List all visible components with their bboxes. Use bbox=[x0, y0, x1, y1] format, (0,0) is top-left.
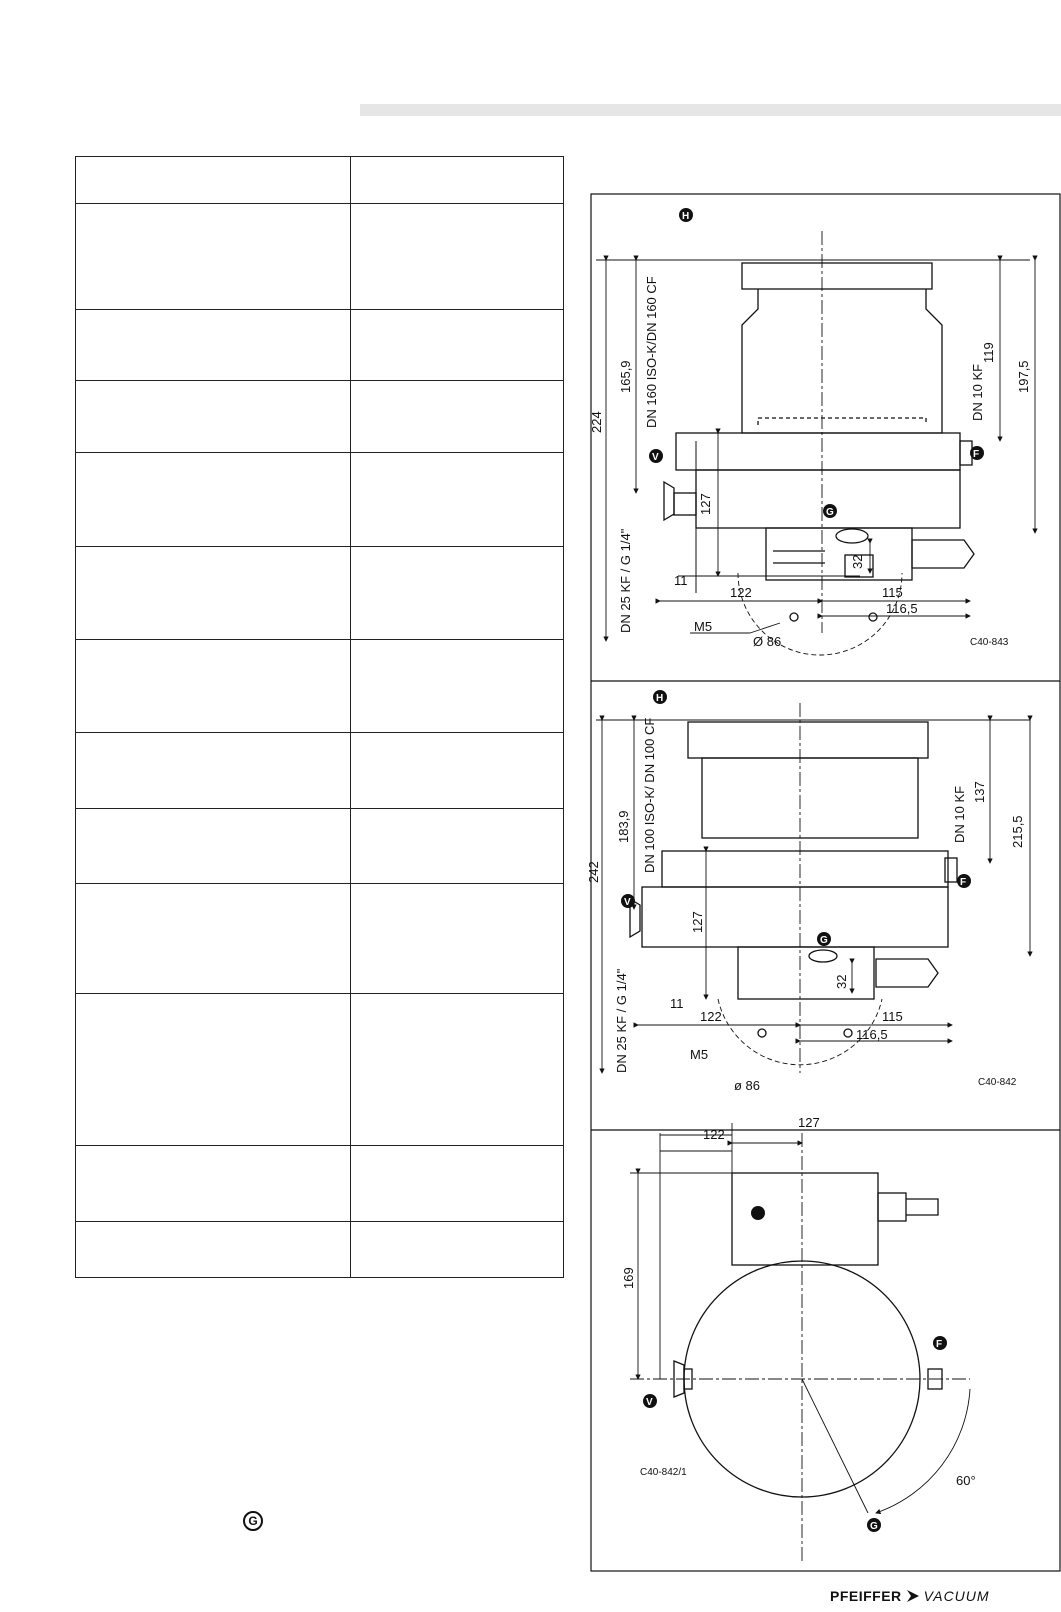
dim-127-bot: 127 bbox=[798, 1115, 820, 1130]
dim-122-top: 122 bbox=[730, 585, 752, 600]
svg-text:F: F bbox=[960, 877, 967, 888]
footnote-g-marker: G bbox=[243, 1511, 263, 1531]
dim-115-top: 115 bbox=[882, 585, 903, 600]
dim-m5-mid: M5 bbox=[690, 1047, 709, 1062]
dim-11-top: 11 bbox=[674, 573, 688, 588]
dim-169: 169 bbox=[621, 1267, 636, 1289]
technical-drawings bbox=[586, 193, 1061, 1572]
dim-127-mid: 127 bbox=[690, 911, 705, 933]
dim-122-bot: 122 bbox=[703, 1127, 725, 1142]
dim-242: 242 bbox=[586, 861, 601, 883]
dim-197-5: 197,5 bbox=[1016, 360, 1031, 393]
dim-115-mid: 115 bbox=[882, 1009, 903, 1024]
dim-137: 137 bbox=[972, 781, 987, 803]
dim-11-mid: 11 bbox=[670, 996, 684, 1011]
svg-text:V: V bbox=[646, 1397, 653, 1408]
dim-116-5-top: 116,5 bbox=[886, 601, 918, 616]
drawing-mid bbox=[586, 690, 1030, 1093]
callouts-top bbox=[649, 208, 984, 518]
flange-label-mid: DN 100 ISO-K/ DN 100 CF bbox=[642, 717, 657, 873]
svg-text:H: H bbox=[656, 693, 664, 704]
dim-86-mid: ø 86 bbox=[734, 1078, 761, 1093]
svg-text:H: H bbox=[682, 211, 690, 222]
svg-text:G: G bbox=[820, 935, 828, 946]
svg-text:V: V bbox=[624, 897, 631, 908]
dim-127-top: 127 bbox=[698, 493, 713, 515]
dim-119: 119 bbox=[981, 342, 996, 363]
side-port-label-mid: DN 25 KF / G 1/4" bbox=[614, 968, 629, 1073]
dim-122-mid: 122 bbox=[700, 1009, 722, 1024]
svg-text:F: F bbox=[973, 449, 980, 460]
drawing-code-top: C40-843 bbox=[970, 637, 1009, 648]
header-bar bbox=[360, 104, 1061, 116]
dim-32-top: 32 bbox=[850, 554, 865, 569]
brand-suffix: VACUUM bbox=[923, 1588, 990, 1604]
drawing-bot bbox=[621, 1115, 976, 1563]
drawing-code-mid: C40-842 bbox=[978, 1077, 1017, 1088]
flange-label-top: DN 160 ISO-K/DN 160 CF bbox=[644, 276, 659, 428]
svg-text:V: V bbox=[652, 452, 659, 463]
vent-port-label-top: DN 10 KF bbox=[970, 363, 985, 421]
dim-86-top: Ø 86 bbox=[753, 634, 782, 649]
dim-215-5: 215,5 bbox=[1010, 815, 1025, 848]
angle-60: 60° bbox=[956, 1473, 976, 1488]
brand-arrow-icon bbox=[906, 1589, 920, 1603]
dim-224: 224 bbox=[589, 411, 604, 433]
svg-text:F: F bbox=[936, 1339, 943, 1350]
dim-165-9: 165,9 bbox=[618, 360, 633, 393]
svg-text:G: G bbox=[870, 1521, 878, 1532]
drawing-top bbox=[589, 208, 1035, 655]
dim-m5-top: M5 bbox=[694, 619, 713, 634]
side-port-label-top: DN 25 KF / G 1/4" bbox=[618, 528, 633, 633]
brand-name: PFEIFFER bbox=[830, 1588, 902, 1604]
callouts-bot bbox=[643, 1336, 947, 1532]
spec-table bbox=[75, 156, 564, 1278]
svg-text:G: G bbox=[826, 507, 834, 518]
dim-32-mid: 32 bbox=[834, 974, 849, 989]
drawing-code-bot: C40-842/1 bbox=[640, 1467, 687, 1478]
brand-logo bbox=[830, 1588, 990, 1604]
dim-116-5-mid: 116,5 bbox=[856, 1027, 888, 1042]
dim-183-9: 183,9 bbox=[616, 810, 631, 843]
vent-port-label-mid: DN 10 KF bbox=[952, 785, 967, 843]
